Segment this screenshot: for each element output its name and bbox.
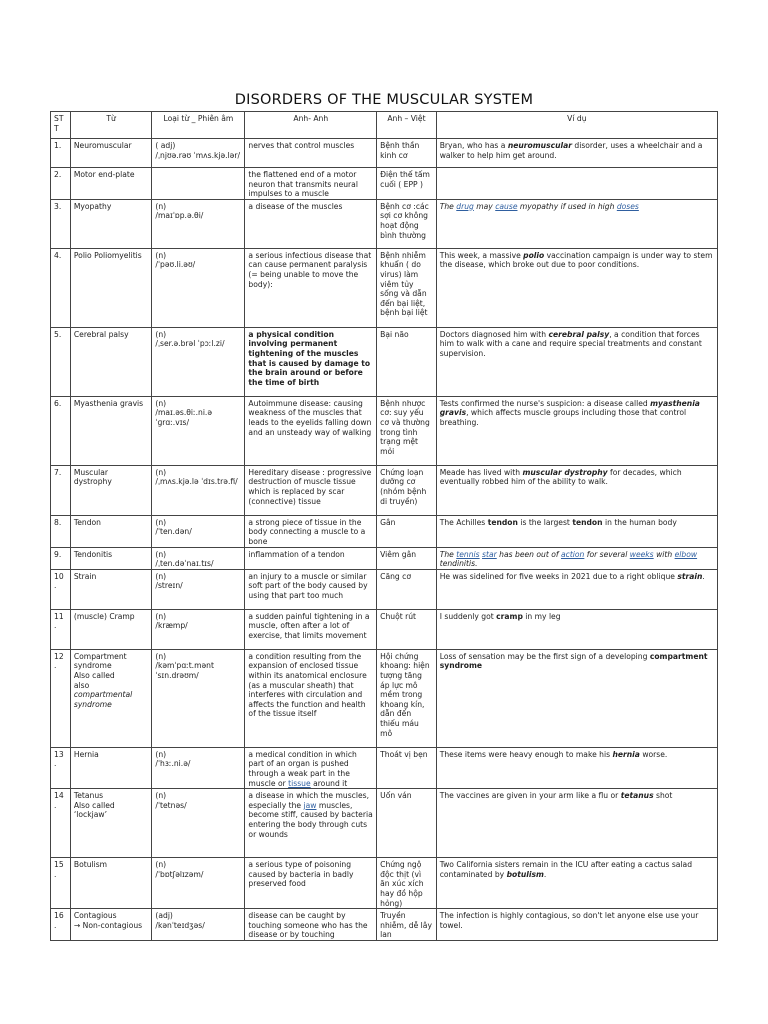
- phonetic: /kræmp/: [155, 621, 188, 631]
- definition-cell: [245, 747, 377, 788]
- type-ipa-cell: [152, 649, 245, 747]
- example-segment: These items were heavy enough to make his: [439, 749, 613, 759]
- term-cell: [70, 396, 152, 465]
- example-segment: polio: [523, 250, 545, 260]
- term-note: → Non-contagious: [73, 920, 143, 930]
- term: Myopathy: [73, 201, 112, 211]
- word-type: (n): [155, 398, 167, 408]
- term-cell: [70, 909, 152, 941]
- page-title: DISORDERS OF THE MUSCULAR SYSTEM: [234, 92, 534, 108]
- example-cell: [436, 396, 717, 465]
- phonetic: /streɪn/: [155, 581, 183, 591]
- vietnamese-cell: Hội chứng khoang: hiện tượng tăng áp lực mô mềm trong khoang kín, dẫn đến thiếu máu mô: [377, 649, 437, 747]
- example-segment: Two California sisters remain in the ICU after eating a cactus salad contaminated by: [439, 860, 693, 879]
- term-alias-prefix: also: [73, 680, 90, 690]
- phonetic: /ˌser.ə.brəl ˈpɔːl.zi/: [155, 339, 225, 349]
- term-note: Also called: [73, 670, 115, 680]
- phonetic: /ˈbɒtʃəlɪzəm/: [155, 869, 204, 879]
- table-row: [51, 649, 718, 747]
- type-ipa-cell: [152, 327, 245, 396]
- header-en-en: Anh- Anh: [245, 112, 377, 139]
- example-cell: [436, 139, 717, 168]
- row-number: 6.: [51, 396, 71, 465]
- example-segment: botulism: [506, 869, 544, 879]
- word-type: (n): [155, 571, 167, 581]
- word-type: (n): [155, 467, 167, 477]
- phonetic: /kənˈteɪdʒəs/: [155, 920, 205, 930]
- example-cell: [436, 327, 717, 396]
- word-type: (adj): [155, 911, 173, 921]
- example-cell: [436, 909, 717, 941]
- word-type: (n): [155, 201, 167, 211]
- phonetic: /ˌmʌs.kjə.lə ˈdɪs.trə.fi/: [155, 477, 238, 487]
- term: Cerebral palsy: [73, 329, 129, 339]
- row-number: 14 .: [51, 789, 71, 858]
- example-segment: , a condition that forces him to walk with a cane and require special treatments and constant supervision.: [439, 329, 702, 358]
- word-type: (n): [155, 651, 167, 661]
- example-segment: hernia: [612, 749, 640, 759]
- vietnamese-cell: Truyền nhiễm, dễ lây lan: [377, 909, 437, 941]
- row-number: 8.: [51, 515, 71, 547]
- term-cell: [70, 248, 152, 327]
- example-segment: tendon: [572, 517, 603, 527]
- row-number: 10 .: [51, 569, 71, 609]
- example-segment: tennis: [456, 549, 480, 559]
- term-alias: [74, 681, 149, 710]
- term-cell: [70, 199, 152, 248]
- word-type: ( adj): [155, 141, 176, 150]
- example-segment: cramp: [496, 611, 523, 621]
- word-type: (n): [155, 611, 167, 621]
- example-segment: This week, a massive: [439, 250, 524, 260]
- vietnamese-cell: Bệnh nhược cơ: suy yếu cơ và thường trong tình trạng mệt mỏi: [377, 396, 437, 465]
- definition-text: around it: [310, 778, 348, 788]
- example-segment: neuromuscular: [507, 141, 572, 150]
- vietnamese-cell: Thoát vị bẹn: [377, 747, 437, 788]
- word-type: (n): [155, 329, 167, 339]
- term-note: Also called ‘lockjaw’: [73, 800, 115, 820]
- definition-text: a disease in which the muscles, especially the: [248, 791, 369, 810]
- header-type-ipa: Loại từ _ Phiên âm: [152, 112, 245, 139]
- example-segment: weeks: [629, 549, 654, 559]
- type-ipa-cell: [152, 569, 245, 609]
- term-cell: [70, 515, 152, 547]
- example-segment: The: [439, 201, 457, 211]
- example-segment: elbow: [674, 549, 698, 559]
- example-segment: muscular dystrophy: [522, 467, 608, 477]
- table-row: [51, 327, 718, 396]
- definition-cell: disease can be caught by touching someone who has the disease or by touching: [245, 909, 377, 941]
- example-cell: [436, 199, 717, 248]
- term: Hernia: [73, 749, 99, 759]
- term: Neuromuscular: [73, 141, 132, 150]
- definition-cell: Autoimmune disease: causing weakness of the muscles that leads to the eyelids falling down and an unsteady way of walking: [245, 396, 377, 465]
- table-row: [51, 515, 718, 547]
- example-segment: cerebral palsy: [548, 329, 610, 339]
- example-segment: The infection is highly contagious, so don't let anyone else use your towel.: [439, 911, 699, 930]
- example-cell: [436, 515, 717, 547]
- row-number: 12 .: [51, 649, 71, 747]
- header-stt: ST T: [51, 112, 71, 139]
- example-segment: .: [702, 571, 705, 581]
- definition-cell: the flattened end of a motor neuron that transmits neural impulses to a muscle: [245, 168, 377, 200]
- table-header-row: [51, 112, 718, 139]
- example-segment: .: [543, 869, 547, 879]
- type-ipa-cell: [152, 199, 245, 248]
- vocabulary-table: [50, 111, 718, 941]
- row-number: 1.: [51, 139, 71, 168]
- example-segment: drug: [456, 201, 474, 211]
- vietnamese-cell: Chuột rút: [377, 609, 437, 649]
- header-en-vi: Anh – Việt: [377, 112, 437, 139]
- term: Polio Poliomyelitis: [73, 250, 142, 260]
- term-cell: [70, 327, 152, 396]
- table-row: [51, 199, 718, 248]
- term: Myasthenia gravis: [73, 398, 144, 408]
- example-segment: Doctors diagnosed him with: [439, 329, 549, 339]
- table-row: [51, 569, 718, 609]
- type-ipa-cell: [152, 515, 245, 547]
- vietnamese-cell: Bệnh cơ :các sợi cơ không hoạt động bình thường: [377, 199, 437, 248]
- term-cell: [70, 547, 152, 569]
- definition-text: a medical condition in which part of an organ is pushed through a weak part in the muscle or: [248, 749, 357, 788]
- term: Compartment syndrome: [73, 651, 127, 671]
- example-cell: [436, 858, 717, 909]
- example-segment: cause: [495, 201, 518, 211]
- example-segment: Tests confirmed the nurse's suspicion: a disease called: [439, 398, 651, 408]
- vietnamese-cell: Chứng ngộ độc thịt (vì ăn xúc xích hay đồ hộp hỏng): [377, 858, 437, 909]
- example-segment: tendon: [487, 517, 518, 527]
- row-number: 15 .: [51, 858, 71, 909]
- vietnamese-cell: Bệnh nhiễm khuẩn ( do virus) làm viêm tủy sống và dẫn đến bại liệt, bệnh bại liệt: [377, 248, 437, 327]
- example-segment: is the largest: [517, 517, 573, 527]
- term-alias-name: compartmental syndrome: [73, 690, 133, 709]
- definition-cell: [245, 789, 377, 858]
- table-row: [51, 747, 718, 788]
- term: Motor end-plate: [73, 170, 135, 179]
- term-cell: [70, 789, 152, 858]
- example-cell: [436, 465, 717, 515]
- header-example: Ví dụ: [436, 112, 717, 139]
- table-row: [51, 547, 718, 569]
- example-segment: vaccination campaign is under way to stem the disease, which broke out due to poor conditions.: [439, 250, 713, 270]
- example-segment: star: [482, 549, 497, 559]
- example-segment: for decades, which eventually robbed him of the ability to walk.: [439, 467, 682, 487]
- type-ipa-cell: [152, 858, 245, 909]
- type-ipa-cell: [152, 465, 245, 515]
- example-segment: The Achilles: [439, 517, 488, 527]
- type-ipa-cell: [152, 747, 245, 788]
- type-ipa-cell: [152, 609, 245, 649]
- example-segment: myopathy if used in high: [517, 201, 617, 211]
- example-segment: tendinitis.: [439, 559, 478, 569]
- definition-cell: a sudden painful tightening in a muscle, often after a lot of exercise, that limits movement: [245, 609, 377, 649]
- term: Strain: [73, 571, 97, 581]
- example-segment: in the human body: [602, 517, 677, 527]
- example-segment: may: [473, 201, 496, 211]
- vietnamese-cell: Uốn ván: [377, 789, 437, 858]
- phonetic: /ˈtetnəs/: [155, 800, 187, 810]
- term: Contagious: [73, 911, 117, 921]
- row-number: 2.: [51, 168, 71, 200]
- term: Botulism: [73, 860, 108, 870]
- term-cell: [70, 747, 152, 788]
- row-number: 9.: [51, 547, 71, 569]
- example-segment: The vaccines are given in your arm like a flu or: [439, 791, 621, 801]
- header-word: Từ: [70, 112, 152, 139]
- word-type: (n): [155, 860, 167, 870]
- table-row: [51, 858, 718, 909]
- definition-cell: an injury to a muscle or similar soft part of the body caused by using that part too much: [245, 569, 377, 609]
- example-cell: [436, 747, 717, 788]
- example-segment: myasthenia gravis: [439, 398, 700, 418]
- vietnamese-cell: Điện thế tấm cuối ( EPP ): [377, 168, 437, 200]
- word-type: (n): [155, 749, 167, 759]
- table-row: [51, 168, 718, 200]
- term-cell: [70, 139, 152, 168]
- type-ipa-cell: [152, 248, 245, 327]
- example-segment: worse.: [639, 749, 668, 759]
- example-cell: [436, 547, 717, 569]
- term-cell: [70, 569, 152, 609]
- example-segment: tetanus: [620, 791, 654, 801]
- row-number: 3.: [51, 199, 71, 248]
- example-cell: [436, 789, 717, 858]
- example-cell: [436, 649, 717, 747]
- definition-cell: inflammation of a tendon: [245, 547, 377, 569]
- definition-cell: a disease of the muscles: [245, 199, 377, 248]
- example-segment: He was sidelined for five weeks in 2021 due to a right oblique: [439, 571, 678, 581]
- definition-cell: Hereditary disease : progressive destruction of muscle tissue which is replaced by scar (connective) tissue: [245, 465, 377, 515]
- term: Tendonitis: [73, 549, 113, 559]
- example-segment: Meade has lived with: [439, 467, 523, 477]
- type-ipa-cell: [152, 789, 245, 858]
- table-row: [51, 789, 718, 858]
- word-type: (n): [155, 250, 167, 260]
- example-segment: Loss of sensation may be the first sign of a developing: [439, 651, 650, 661]
- type-ipa-cell: [152, 547, 245, 569]
- example-segment: in my leg: [522, 611, 561, 621]
- example-cell: [436, 168, 717, 200]
- row-number: 16 .: [51, 909, 71, 941]
- example-segment: doses: [616, 201, 639, 211]
- definition-cell: a physical condition involving permanent tightening of the muscles that is caused by damage to the brain around or before the time of birth: [245, 327, 377, 396]
- type-ipa-cell: [152, 139, 245, 168]
- table-row: [51, 909, 718, 941]
- phonetic: /ˈten.dən/: [155, 527, 192, 537]
- term-cell: [70, 649, 152, 747]
- type-ipa-cell: [152, 909, 245, 941]
- table-row: [51, 139, 718, 168]
- row-number: 13 .: [51, 747, 71, 788]
- table-row: [51, 465, 718, 515]
- example-cell: [436, 609, 717, 649]
- definition-cell: a serious infectious disease that can cause permanent paralysis (= being unable to move the body):: [245, 248, 377, 327]
- example-segment: The: [439, 549, 457, 559]
- example-segment: shot: [653, 791, 673, 801]
- term: Muscular dystrophy: [73, 467, 112, 487]
- vietnamese-cell: Gân: [377, 515, 437, 547]
- word-type: (n): [155, 791, 167, 801]
- phonetic: /ˈpəʊ.li.əʊ/: [155, 260, 196, 270]
- term-cell: [70, 858, 152, 909]
- example-segment: has been out of: [496, 549, 561, 559]
- phonetic: /ˌnjʊə.rəʊ ˈmʌs.kjə.lər/: [155, 150, 241, 160]
- row-number: 11 .: [51, 609, 71, 649]
- definition-text: muscles, become stiff, caused by bacteria entering the body through cuts or wounds: [248, 800, 373, 839]
- row-number: 5.: [51, 327, 71, 396]
- example-segment: strain: [677, 571, 703, 581]
- type-ipa-cell: [152, 168, 245, 200]
- vietnamese-cell: Bệnh thần kinh cơ: [377, 139, 437, 168]
- vietnamese-cell: Chứng loạn dưỡng cơ (nhóm bệnh di truyền): [377, 465, 437, 515]
- term-cell: [70, 609, 152, 649]
- phonetic: /ˌten.dəˈnaɪ.tɪs/: [155, 559, 214, 569]
- phonetic: /kəmˈpɑːt.mənt ˈsɪn.drəʊm/: [155, 661, 214, 680]
- row-number: 7.: [51, 465, 71, 515]
- phonetic: /maɪˈɒp.ə.θi/: [155, 211, 204, 221]
- phonetic: /ˈhɜː.ni.ə/: [155, 759, 191, 769]
- term-cell: [70, 465, 152, 515]
- example-segment: I suddenly got: [439, 611, 497, 621]
- example-segment: for several: [584, 549, 630, 559]
- example-cell: [436, 569, 717, 609]
- definition-cell: a serious type of poisoning caused by bacteria in badly preserved food: [245, 858, 377, 909]
- definition-cell: nerves that control muscles: [245, 139, 377, 168]
- definition-link: jaw: [303, 800, 317, 810]
- vietnamese-cell: Căng cơ: [377, 569, 437, 609]
- example-cell: [436, 248, 717, 327]
- term: Tendon: [73, 517, 101, 527]
- example-segment: disorder, uses a wheelchair and a walker to help him get around.: [439, 141, 703, 160]
- term-cell: [70, 168, 152, 200]
- word-type: (n): [155, 517, 167, 527]
- example-segment: action: [560, 549, 585, 559]
- table-row: [51, 396, 718, 465]
- phonetic: /maɪ.əs.θiː.ni.ə ˈɡrɑː.vɪs/: [155, 408, 213, 427]
- vietnamese-cell: Bại não: [377, 327, 437, 396]
- definition-cell: a strong piece of tissue in the body connecting a muscle to a bone: [245, 515, 377, 547]
- definition-cell: a condition resulting from the expansion of enclosed tissue within its anatomical enclosure (as a muscular sheath) that interferes with circulation and affects the function and health of the tissue itself: [245, 649, 377, 747]
- table-row: [51, 609, 718, 649]
- vietnamese-cell: Viêm gân: [377, 547, 437, 569]
- word-type: (n): [155, 549, 167, 559]
- example-segment: with: [653, 549, 675, 559]
- example-segment: compartment syndrome: [439, 651, 708, 671]
- example-segment: , which affects muscle groups including those that control breathing.: [439, 408, 687, 427]
- type-ipa-cell: [152, 396, 245, 465]
- term: Tetanus: [73, 791, 104, 801]
- definition-link: tissue: [288, 778, 311, 788]
- term: (muscle) Cramp: [73, 611, 135, 621]
- row-number: 4.: [51, 248, 71, 327]
- example-segment: Bryan, who has a: [439, 141, 508, 150]
- table-row: [51, 248, 718, 327]
